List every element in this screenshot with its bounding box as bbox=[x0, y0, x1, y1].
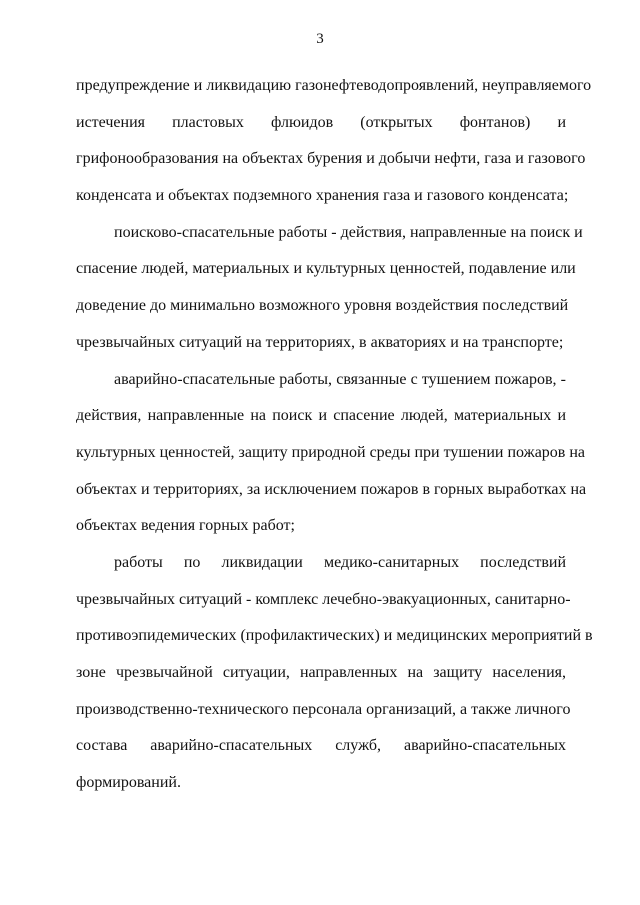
document-body bbox=[76, 68, 593, 802]
paragraph-gas-oil-water bbox=[76, 68, 592, 215]
page-number: 3 bbox=[316, 31, 324, 47]
text-line: доведение до минимально возможного уровня воздействия последствий bbox=[76, 297, 569, 315]
text-line: конденсата и объектах подземного хранения газа и газового конденсата; bbox=[76, 187, 569, 205]
text-line: предупреждение и ликвидацию газонефтеводопроявлений, неуправляемого bbox=[76, 77, 592, 94]
text-line: объектах ведения горных работ; bbox=[76, 517, 295, 535]
text-line: поисково-спасательные работы - действия, направленные на поиск и bbox=[114, 223, 583, 241]
paragraph-medical-sanitary bbox=[76, 545, 593, 802]
text-line: истечения пластовых флюидов (открытых фонтанов) и bbox=[76, 113, 566, 131]
text-line: спасение людей, материальных и культурных ценностей, подавление или bbox=[76, 260, 576, 278]
text-line: чрезвычайных ситуаций - комплекс лечебно-эвакуационных, санитарно- bbox=[76, 590, 571, 608]
text-line: грифонообразования на объектах бурения и добычи нефти, газа и газового bbox=[76, 150, 586, 168]
text-line: работы по ликвидации медико-санитарных последствий bbox=[114, 553, 566, 571]
paragraph-firefighting-rescue bbox=[76, 362, 587, 545]
paragraph-search-rescue bbox=[76, 215, 583, 362]
text-line: аварийно-спасательные работы, связанные с тушением пожаров, - bbox=[114, 370, 566, 388]
text-line: действия, направленные на поиск и спасение людей, материальных и bbox=[76, 407, 566, 425]
text-line: объектах и территориях, за исключением пожаров в горных выработках на bbox=[76, 480, 587, 498]
text-line: культурных ценностей, защиту природной среды при тушении пожаров на bbox=[76, 443, 586, 461]
text-line: зоне чрезвычайной ситуации, направленных на защиту населения, bbox=[76, 664, 566, 681]
text-line: противоэпидемических (профилактических) и медицинских мероприятий в bbox=[76, 627, 593, 645]
text-line: формирований. bbox=[76, 774, 181, 792]
text-line: состава аварийно-спасательных служб, аварийно-спасательных bbox=[76, 737, 566, 755]
text-line: чрезвычайных ситуаций на территориях, в акваториях и на транспорте; bbox=[76, 333, 564, 351]
text-line: производственно-технического персонала организаций, а также личного bbox=[76, 700, 571, 718]
